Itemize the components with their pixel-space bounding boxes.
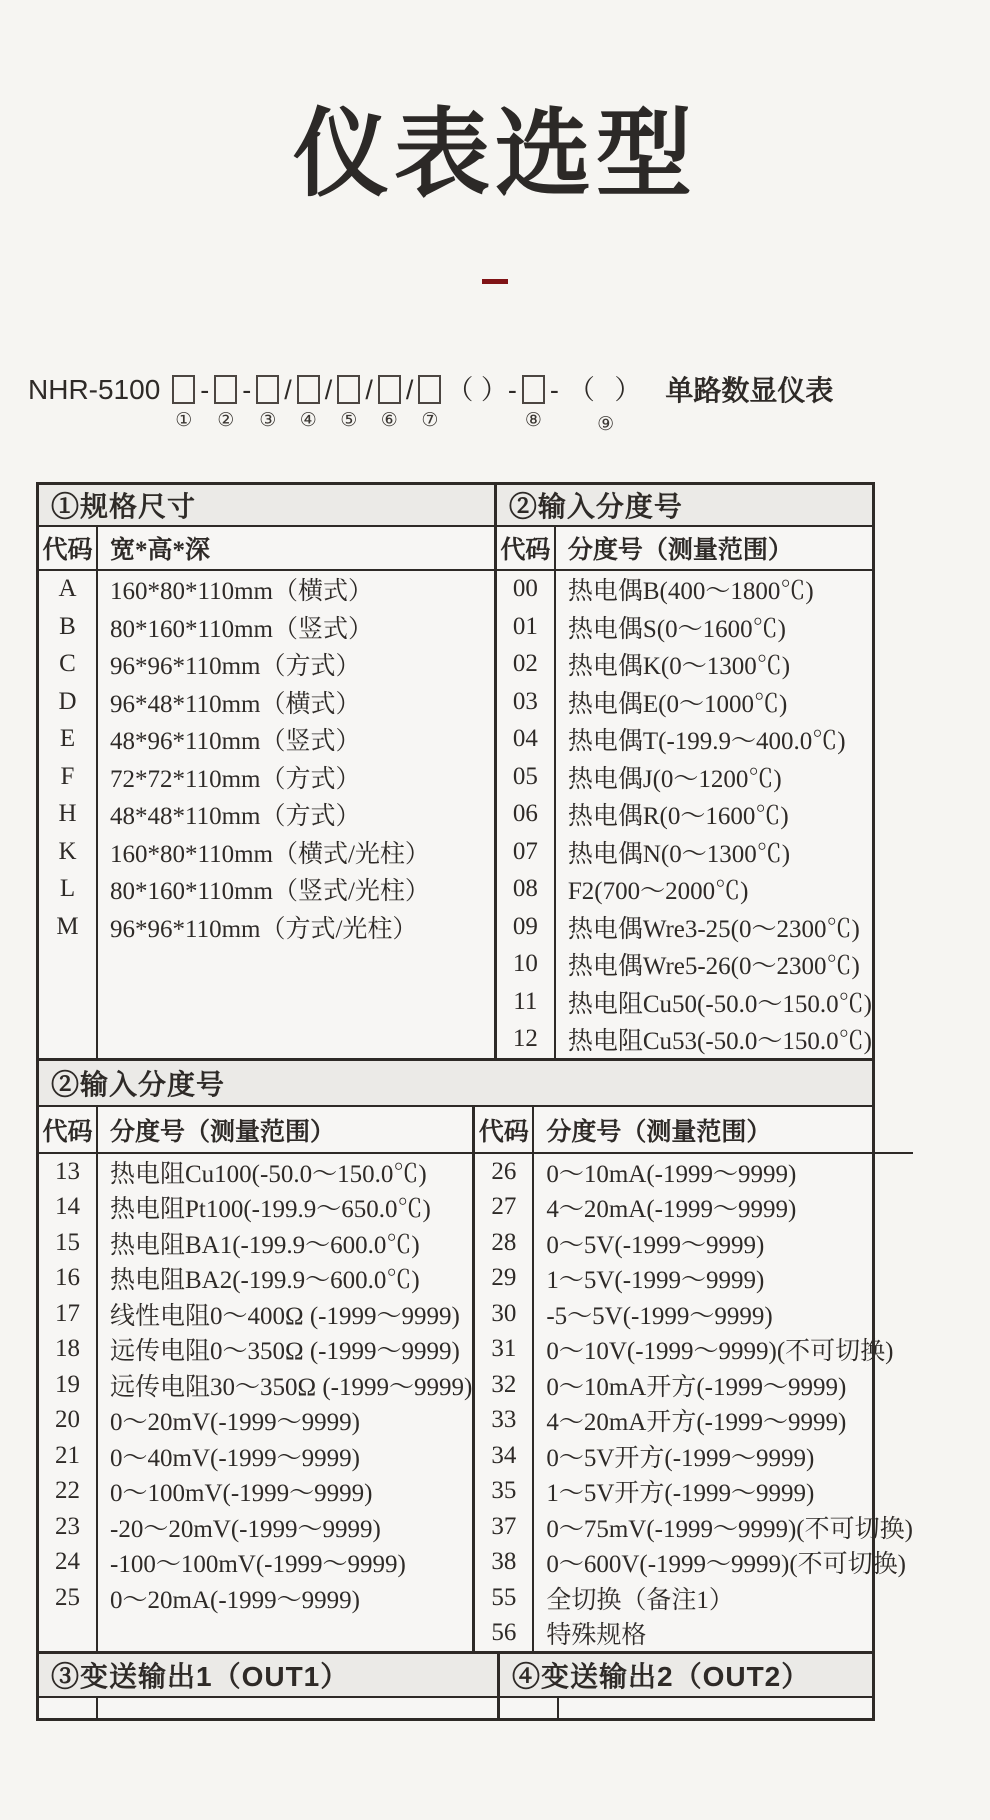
section-header-spec-size: ①规格尺寸 bbox=[39, 485, 494, 527]
model-separator: / bbox=[365, 374, 373, 405]
desc-cell: 热电偶E(0～1000℃) bbox=[567, 690, 788, 718]
input-range-columns bbox=[39, 1107, 913, 1651]
code-cell: 25 bbox=[55, 1583, 80, 1611]
code-cell: 24 bbox=[55, 1548, 80, 1576]
table-row bbox=[39, 721, 494, 759]
output1-half bbox=[39, 1654, 500, 1718]
table-row bbox=[475, 1403, 913, 1439]
model-separator: （ ）- bbox=[446, 374, 517, 405]
desc-cell: 96*96*110mm（方式） bbox=[110, 653, 361, 681]
code-cell: 35 bbox=[491, 1477, 517, 1505]
model-slot-number: ⑧ bbox=[524, 409, 542, 431]
desc-cell: 1～5V(-1999～9999) bbox=[546, 1267, 765, 1295]
desc-column-header: 分度号（测量范围） bbox=[546, 1118, 772, 1146]
output2-half bbox=[500, 1654, 872, 1718]
desc-cell: 热电偶B(400～1800℃) bbox=[567, 578, 814, 606]
desc-cell: 1～5V开方(-1999～9999) bbox=[546, 1480, 815, 1508]
code-cell: 30 bbox=[491, 1299, 517, 1327]
desc-cell: 0～75mV(-1999～9999)(不可切换) bbox=[546, 1515, 913, 1543]
code-cell: 02 bbox=[512, 650, 538, 678]
table-row bbox=[39, 571, 494, 609]
table-row bbox=[39, 1225, 472, 1261]
table-row bbox=[497, 946, 872, 984]
model-placeholder-box: （ ） bbox=[567, 374, 648, 405]
desc-cell: 热电偶T(-199.9～400.0℃) bbox=[567, 728, 846, 756]
desc-cell: F2(700～2000℃) bbox=[567, 878, 749, 906]
code-cell: 03 bbox=[512, 687, 538, 715]
table-row bbox=[497, 833, 872, 871]
desc-cell: 0～20mV(-1999～9999) bbox=[110, 1409, 360, 1437]
section-header-input-a: ②输入分度号 bbox=[497, 485, 872, 527]
model-slot-number: ④ bbox=[299, 409, 317, 431]
spec-size-half bbox=[39, 485, 497, 1059]
table-row bbox=[497, 871, 872, 909]
code-cell: 31 bbox=[491, 1335, 517, 1363]
desc-cell: 0～5V(-1999～9999) bbox=[546, 1231, 765, 1259]
table-row bbox=[497, 983, 872, 1021]
model-slot-number: ① bbox=[175, 409, 193, 431]
desc-cell: 0～20mA(-1999～9999) bbox=[110, 1586, 360, 1614]
desc-cell: 热电偶R(0～1600℃) bbox=[567, 803, 789, 831]
desc-cell: 160*80*110mm（横式） bbox=[110, 578, 373, 606]
code-cell: A bbox=[58, 575, 77, 603]
model-slot-number: ③ bbox=[259, 409, 277, 431]
model-slot bbox=[418, 372, 441, 430]
code-cell: 09 bbox=[512, 912, 538, 940]
title-underline-bar bbox=[482, 279, 508, 284]
code-cell: 17 bbox=[55, 1299, 80, 1327]
input-codes-half-b-right bbox=[475, 1107, 913, 1651]
table-row bbox=[39, 1580, 472, 1616]
code-cell: D bbox=[58, 687, 77, 715]
table-row bbox=[475, 1474, 913, 1510]
section-header-out2: ④变送输出2（OUT2） bbox=[500, 1654, 872, 1698]
table-row bbox=[39, 833, 494, 871]
desc-cell: 远传电阻30～350Ω (-1999～9999) bbox=[110, 1373, 473, 1401]
table-row bbox=[39, 871, 494, 909]
code-cell: 29 bbox=[491, 1264, 517, 1292]
column-header-row bbox=[475, 1107, 913, 1154]
code-cell: 08 bbox=[512, 875, 538, 903]
input-code-rows-a bbox=[497, 571, 872, 1059]
table-row bbox=[39, 908, 494, 946]
code-cell: 00 bbox=[512, 575, 538, 603]
table-row bbox=[475, 1580, 913, 1616]
table-row bbox=[497, 608, 872, 646]
table-row bbox=[475, 1438, 913, 1474]
table-row bbox=[497, 908, 872, 946]
desc-cell: 热电阻Cu53(-50.0～150.0℃) bbox=[567, 1028, 872, 1056]
code-cell: 12 bbox=[512, 1025, 538, 1053]
model-slot bbox=[172, 372, 195, 430]
desc-cell: 0～600V(-1999～9999)(不可切换) bbox=[546, 1551, 906, 1579]
desc-cell: 80*160*110mm（竖式/光柱） bbox=[110, 878, 430, 906]
desc-cell: 特殊规格 bbox=[546, 1622, 647, 1650]
code-cell: E bbox=[59, 725, 76, 753]
table-row bbox=[497, 721, 872, 759]
table-row bbox=[39, 646, 494, 684]
code-cell: B bbox=[59, 612, 76, 640]
desc-cell: 热电阻Cu100(-50.0～150.0℃) bbox=[110, 1160, 427, 1188]
code-cell: 21 bbox=[55, 1441, 80, 1469]
code-cell: 13 bbox=[55, 1157, 80, 1185]
code-cell: 22 bbox=[55, 1477, 80, 1505]
model-slot-number: ② bbox=[217, 409, 235, 431]
model-slot bbox=[214, 372, 237, 430]
desc-cell: 热电阻BA1(-199.9～600.0℃) bbox=[110, 1231, 420, 1259]
table-row bbox=[475, 1190, 913, 1226]
desc-cell: 4～20mA开方(-1999～9999) bbox=[546, 1409, 847, 1437]
code-cell: 23 bbox=[55, 1512, 80, 1540]
model-placeholder-box bbox=[378, 375, 401, 404]
model-slot-number: ⑤ bbox=[340, 409, 358, 431]
code-cell: 32 bbox=[491, 1370, 517, 1398]
model-placeholder-box bbox=[172, 375, 195, 404]
column-header-row bbox=[39, 1107, 472, 1154]
desc-cell: -100～100mV(-1999～9999) bbox=[110, 1551, 406, 1579]
model-separator: - bbox=[200, 374, 210, 405]
desc-cell: 0～5V开方(-1999～9999) bbox=[546, 1444, 815, 1472]
model-separator: - bbox=[549, 374, 559, 405]
model-placeholder-box bbox=[297, 375, 320, 404]
desc-cell: 80*160*110mm（竖式） bbox=[110, 615, 373, 643]
model-placeholder-box bbox=[214, 375, 237, 404]
desc-cell: 线性电阻0～400Ω (-1999～9999) bbox=[110, 1302, 460, 1330]
model-product-name: 单路数显仪表 bbox=[665, 374, 834, 406]
desc-cell: 热电偶K(0～1300℃) bbox=[567, 653, 791, 681]
desc-cell: 热电偶Wre3-25(0～2300℃) bbox=[567, 915, 860, 943]
desc-cell: 0～40mV(-1999～9999) bbox=[110, 1444, 360, 1472]
desc-cell: 96*48*110mm（横式） bbox=[110, 690, 361, 718]
model-separator: / bbox=[324, 374, 333, 405]
table-row bbox=[497, 646, 872, 684]
table-row bbox=[39, 1509, 472, 1545]
table-row bbox=[497, 683, 872, 721]
desc-cell: 远传电阻0～350Ω (-1999～9999) bbox=[110, 1338, 460, 1366]
table-row bbox=[39, 1296, 472, 1332]
desc-cell: 160*80*110mm（横式/光柱） bbox=[110, 840, 430, 868]
model-prefix: NHR-5100 bbox=[28, 373, 161, 405]
desc-cell: 48*48*110mm（方式） bbox=[110, 803, 361, 831]
table-row bbox=[475, 1332, 913, 1368]
model-slot-number: ⑨ bbox=[597, 413, 615, 435]
desc-column-header: 宽*高*深 bbox=[110, 536, 211, 564]
code-cell: 19 bbox=[55, 1370, 80, 1398]
code-cell: 34 bbox=[491, 1441, 517, 1469]
desc-cell: 0～10V(-1999～9999)(不可切换) bbox=[546, 1338, 894, 1366]
code-cell: 37 bbox=[491, 1512, 517, 1540]
code-cell: 55 bbox=[491, 1583, 517, 1611]
code-cell: 28 bbox=[491, 1228, 517, 1256]
table-row bbox=[39, 1261, 472, 1297]
table-row bbox=[39, 796, 494, 834]
model-slot bbox=[256, 372, 279, 430]
model-slot-number: ⑦ bbox=[421, 409, 439, 431]
table-row bbox=[475, 1154, 913, 1190]
model-placeholder-box bbox=[337, 375, 360, 404]
desc-cell: 热电偶S(0～1600℃) bbox=[567, 615, 786, 643]
desc-cell: 72*72*110mm（方式） bbox=[110, 765, 361, 793]
table-row bbox=[39, 1154, 472, 1190]
model-separator: / bbox=[405, 374, 414, 405]
selection-table bbox=[36, 482, 913, 1722]
desc-cell: 0～10mA开方(-1999～9999) bbox=[546, 1373, 847, 1401]
table-row bbox=[39, 1403, 472, 1439]
desc-cell: -5～5V(-1999～9999) bbox=[546, 1302, 773, 1330]
table-row bbox=[475, 1367, 913, 1403]
desc-cell: 全切换（备注1） bbox=[546, 1586, 734, 1614]
table-row bbox=[475, 1261, 913, 1297]
code-cell: 33 bbox=[491, 1406, 517, 1434]
code-cell: 07 bbox=[512, 837, 538, 865]
model-slot bbox=[522, 372, 545, 430]
table-row bbox=[39, 683, 494, 721]
table-row bbox=[39, 1438, 472, 1474]
code-column-header: 代码 bbox=[39, 527, 98, 569]
desc-column-header: 分度号（测量范围） bbox=[567, 536, 793, 564]
desc-cell: 0～10mA(-1999～9999) bbox=[546, 1160, 797, 1188]
code-cell: 27 bbox=[491, 1193, 517, 1221]
model-slot bbox=[378, 372, 401, 430]
code-cell: 06 bbox=[512, 800, 538, 828]
code-cell: K bbox=[58, 837, 77, 865]
code-cell: 05 bbox=[512, 762, 538, 790]
desc-cell: 热电阻BA2(-199.9～600.0℃) bbox=[110, 1267, 420, 1295]
table-row bbox=[39, 758, 494, 796]
table-row bbox=[39, 1190, 472, 1226]
table-row bbox=[475, 1616, 913, 1652]
code-cell: 01 bbox=[512, 612, 538, 640]
code-cell: M bbox=[56, 912, 79, 940]
code-cell: 04 bbox=[512, 725, 538, 753]
code-column-header: 代码 bbox=[497, 527, 556, 569]
desc-cell: 热电阻Pt100(-199.9～650.0℃) bbox=[110, 1196, 431, 1224]
section-header-input-b: ②输入分度号 bbox=[39, 1061, 872, 1107]
code-cell: 16 bbox=[55, 1264, 80, 1292]
input-code-rows-b-left bbox=[39, 1154, 472, 1651]
desc-cell: 4～20mA(-1999～9999) bbox=[546, 1196, 797, 1224]
code-cell: 26 bbox=[491, 1157, 517, 1185]
code-cell: F bbox=[60, 762, 75, 790]
code-cell: 18 bbox=[55, 1335, 80, 1363]
section-input-range bbox=[39, 1058, 913, 1651]
code-cell: L bbox=[59, 875, 76, 903]
model-placeholder-box bbox=[418, 375, 441, 404]
code-cell: 56 bbox=[491, 1619, 517, 1647]
model-separator: / bbox=[284, 374, 292, 405]
model-slots bbox=[168, 372, 647, 434]
model-placeholder-box bbox=[522, 375, 545, 404]
code-cell: 38 bbox=[491, 1548, 517, 1576]
table-row bbox=[475, 1296, 913, 1332]
input-codes-half-b-left bbox=[39, 1107, 475, 1651]
spec-size-rows bbox=[39, 571, 494, 1059]
desc-cell: 0～100mV(-1999～9999) bbox=[110, 1480, 373, 1508]
table-row bbox=[497, 571, 872, 609]
table-row bbox=[475, 1509, 913, 1545]
code-cell: 11 bbox=[513, 987, 538, 1015]
desc-cell: 热电偶N(0～1300℃) bbox=[567, 840, 791, 868]
code-cell: 10 bbox=[512, 950, 538, 978]
model-slot bbox=[297, 372, 320, 430]
column-header-row bbox=[39, 527, 494, 571]
model-code-line bbox=[28, 372, 990, 434]
code-column-header: 代码 bbox=[475, 1107, 534, 1152]
model-slot bbox=[337, 372, 360, 430]
section-outputs bbox=[39, 1651, 872, 1718]
column-header-row bbox=[497, 527, 872, 571]
model-separator: - bbox=[242, 374, 252, 405]
truncated-row bbox=[500, 1698, 872, 1718]
model-slot bbox=[564, 372, 648, 434]
table-row bbox=[39, 608, 494, 646]
desc-cell: 96*96*110mm（方式/光柱） bbox=[110, 915, 418, 943]
table-row bbox=[39, 1545, 472, 1581]
code-column-header: 代码 bbox=[39, 1107, 98, 1152]
section-spec-and-input bbox=[39, 485, 872, 1059]
code-cell: 14 bbox=[55, 1193, 80, 1221]
code-cell: C bbox=[59, 650, 76, 678]
code-cell: H bbox=[58, 800, 77, 828]
desc-column-header: 分度号（测量范围） bbox=[110, 1118, 336, 1146]
page-title: 仪表选型 bbox=[293, 101, 697, 208]
page bbox=[0, 103, 990, 1820]
code-cell: 15 bbox=[55, 1228, 80, 1256]
table-row bbox=[497, 1021, 872, 1059]
model-placeholder-box bbox=[256, 375, 279, 404]
desc-cell: 热电阻Cu50(-50.0～150.0℃) bbox=[567, 990, 872, 1018]
table-row bbox=[475, 1225, 913, 1261]
input-codes-half-a bbox=[497, 485, 872, 1059]
code-cell: 20 bbox=[55, 1406, 80, 1434]
table-row bbox=[497, 758, 872, 796]
table-row bbox=[39, 1332, 472, 1368]
desc-cell: 热电偶J(0～1200℃) bbox=[567, 765, 782, 793]
section-header-out1: ③变送输出1（OUT1） bbox=[39, 1654, 497, 1698]
table-row bbox=[39, 1367, 472, 1403]
table-row bbox=[39, 1474, 472, 1510]
desc-cell: -20～20mV(-1999～9999) bbox=[110, 1515, 381, 1543]
truncated-row bbox=[39, 1698, 497, 1718]
desc-cell: 热电偶Wre5-26(0～2300℃) bbox=[567, 953, 860, 981]
table-row bbox=[475, 1545, 913, 1581]
table-row bbox=[497, 796, 872, 834]
model-slot-number: ⑥ bbox=[380, 409, 398, 431]
input-code-rows-b-right bbox=[475, 1154, 913, 1651]
desc-cell: 48*96*110mm（竖式） bbox=[110, 728, 361, 756]
